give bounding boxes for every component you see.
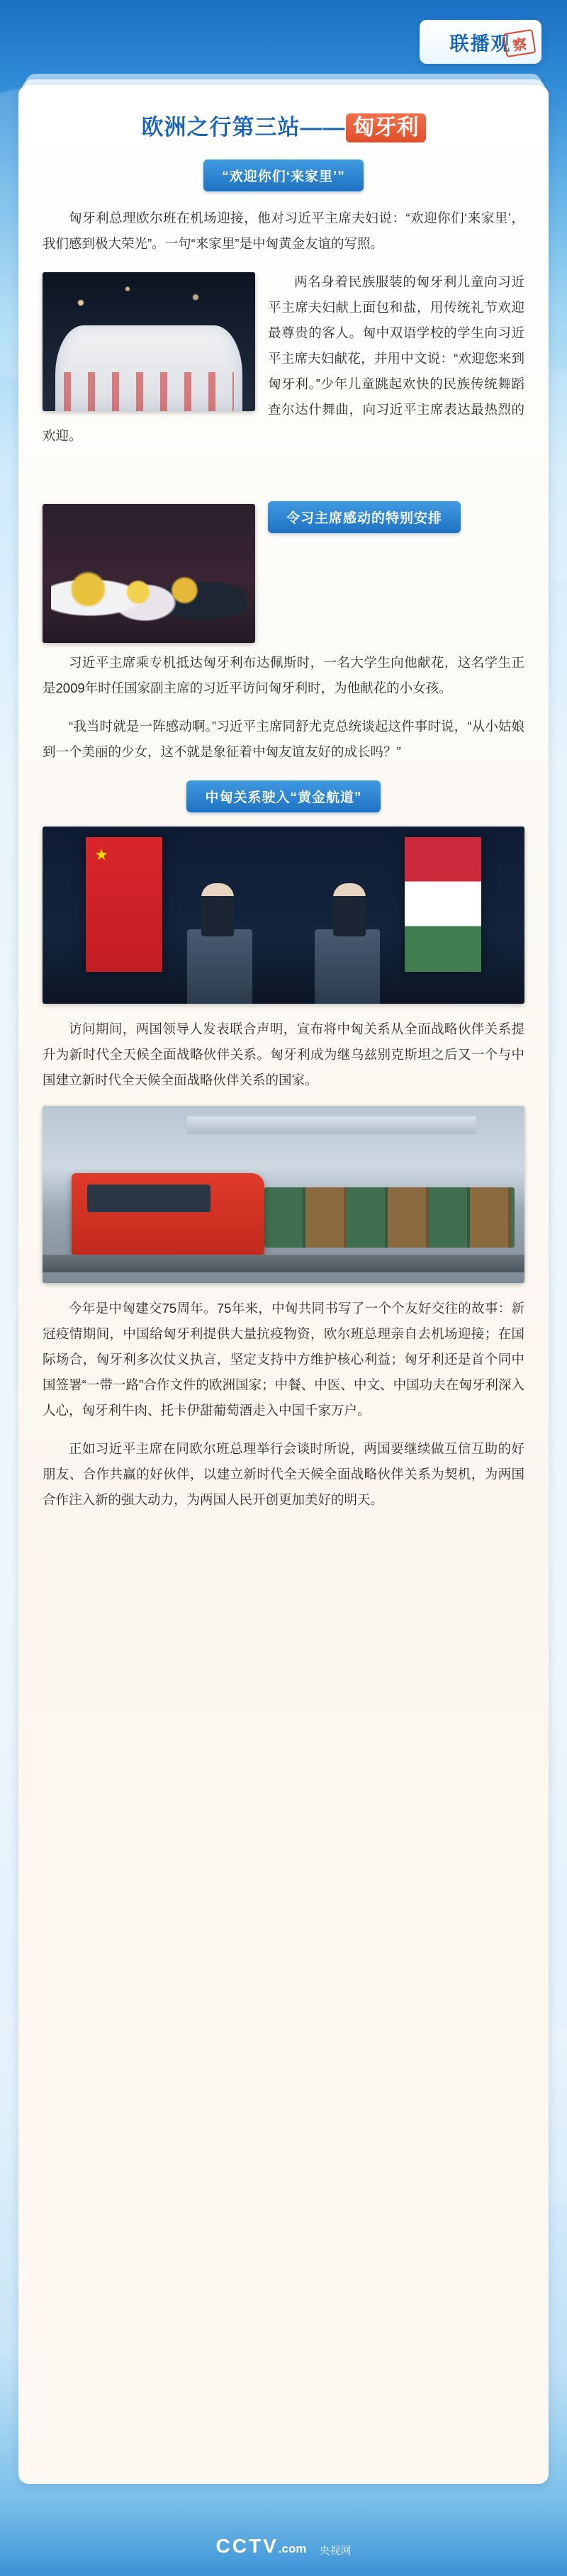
section-heading-3-wrap	[43, 780, 524, 812]
cctv-logo: CCTV.com	[215, 2535, 307, 2557]
section-3-paragraph-1: 访问期间，两国领导人发表联合声明，宣布将中匈关系从全面战略伙伴关系提升为新时代全天候全面战略伙伴关系。匈牙利成为继乌兹别克斯坦之后又一个与中国建立新时代全天候全面战略伙伴关系的国家。	[43, 1021, 524, 1087]
section-1-paragraph-1: 匈牙利总理欧尔班在机场迎接，他对习近平主席夫妇说：“欢迎你们‘来家里’，我们感到极大荣光”。一句“来家里”是中匈黄金友谊的写照。	[43, 211, 524, 252]
page-title	[43, 109, 524, 141]
china-flag-icon	[86, 837, 162, 972]
brand-badge-label: 联播观	[449, 33, 512, 55]
page-title-main: 欧洲之行第三站——	[141, 115, 346, 140]
brand-seal-icon: 察	[503, 29, 537, 57]
section-3-paragraph-3: 正如习近平主席在同欧尔班总理举行会谈时所说，两国要继续做互信互助的好朋友、合作共赢的好伙伴，以建立新时代全天候全面战略伙伴关系为契机，为两国合作注入新的强大动力，为两国人民开创更加美好的明天。	[43, 1441, 524, 1508]
freight-containers	[264, 1187, 515, 1248]
card-stack	[18, 74, 549, 2484]
gantry-crane	[187, 1116, 476, 1134]
section-3-paragraph-2: 今年是中匈建交75周年。75年来，中匈共同书写了一个个友好交往的故事：新冠疫情期间，中国给匈牙利提供大量抗疫物资，欧尔班总理亲自去机场迎接；在国际场合，匈牙利多次仗义执言，坚定支持中方维护核心利益；匈牙利还是首个同中国签署“一带一路”合作文件的欧洲国家；中餐、中医、中文、中国功夫在匈牙利深入人心，匈牙利牛肉、托卡伊甜葡萄酒走入中国千家万户。	[43, 1301, 524, 1418]
section-1-media-block	[43, 269, 524, 461]
section-heading-1: “欢迎你们‘来家里’”	[203, 159, 364, 191]
photo-freight-train	[43, 1106, 524, 1283]
section-2-paragraph-1: 习近平主席乘专机抵达匈牙利布达佩斯时，一名大学生向他献花，这名学生正是2009年时任国家副主席的习近平访问匈牙利时，为他献花的小女孩。	[43, 654, 524, 695]
podium-right	[315, 929, 380, 1004]
brand-badge	[420, 20, 541, 64]
photo-children-folk-dress	[43, 272, 255, 411]
photo-press-conference	[43, 827, 524, 1004]
section-2-media-block	[43, 501, 524, 650]
section-2-paragraph-2: “我当时就是一阵感动啊。”习近平主席同舒尤克总统谈起这件事时说，“从小姑娘到一个美丽的少女，这不就是象征着中匈友谊友好的成长吗？”	[43, 718, 524, 759]
hungary-flag-icon	[405, 837, 481, 972]
section-heading-2: 令习主席感动的特别安排	[268, 501, 461, 533]
podium-left	[187, 929, 252, 1004]
speaker-right	[333, 883, 366, 936]
photo-children-with-flowers	[43, 504, 255, 643]
locomotive	[72, 1173, 264, 1255]
speaker-left	[201, 883, 234, 936]
page-title-highlight: 匈牙利	[346, 113, 426, 142]
railway-track	[43, 1255, 524, 1272]
footer	[0, 2535, 567, 2558]
section-heading-3: 中匈关系驶入“黄金航道”	[186, 780, 380, 812]
article-card	[18, 85, 549, 2484]
section-heading-1-wrap	[43, 159, 524, 191]
footer-subtitle: 央视网	[319, 2545, 352, 2557]
section-1-paragraph-2: 两名身着民族服装的匈牙利儿童向习近平主席夫妇献上面包和盐，用传统礼节欢迎最尊贵的客人。匈中双语学校的学生向习近平主席夫妇献花，并用中文说：“欢迎您来到匈牙利。”少年儿童跳起欢快的民族传统舞蹈查尔达什舞曲，向习近平主席表达最热烈的欢迎。	[43, 274, 524, 443]
